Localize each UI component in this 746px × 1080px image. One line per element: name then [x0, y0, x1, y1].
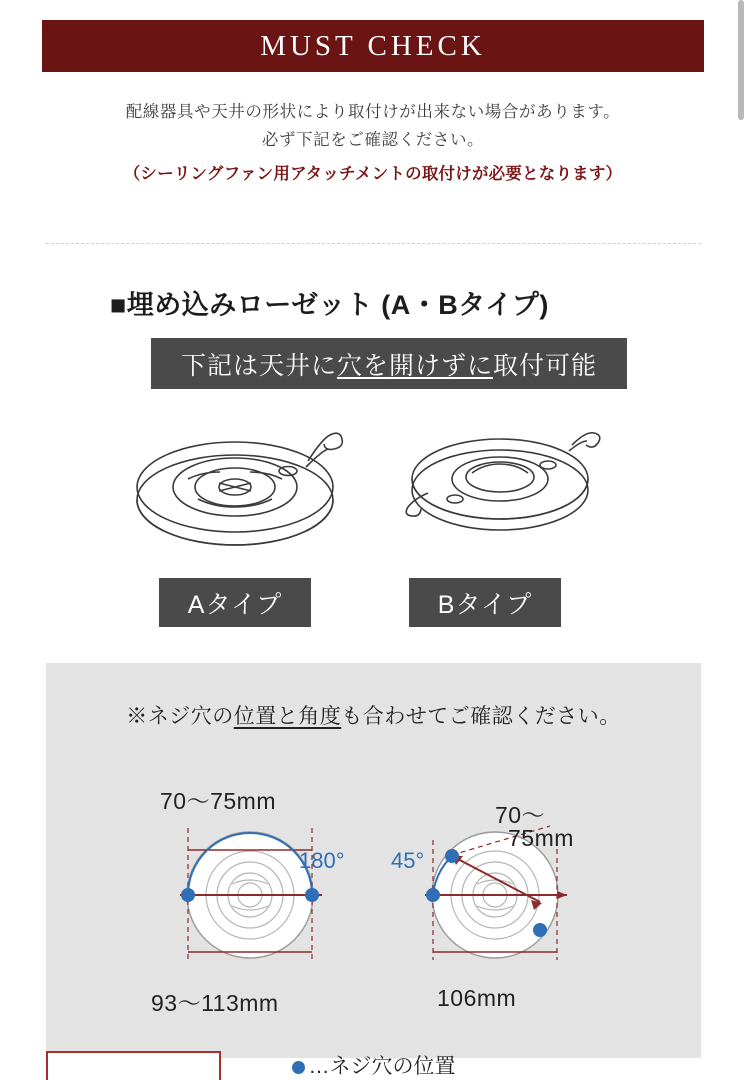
no-hole-label-post: 取付可能 [493, 351, 598, 380]
intro-line-3: （シーリングファン用アタッチメントの取付けが必要となります） [123, 165, 623, 183]
diagram-a-top-dimension: 70〜75mm [160, 788, 276, 814]
rosette-illustrations [110, 415, 640, 575]
diagram-a-bottom-dimension: 93〜113mm [151, 990, 279, 1016]
type-b-label: Bタイプ [409, 578, 561, 627]
diagram-a-svg [140, 820, 360, 970]
must-check-banner [42, 20, 704, 72]
no-hole-label-underline: 穴を開けずに [336, 351, 493, 380]
intro-text [42, 98, 704, 188]
legend-label: …ネジ穴の位置 [308, 1055, 456, 1078]
intro-line-1: 配線器具や天井の形状により取付けが出来ない場合があります。 [125, 103, 621, 121]
type-a-label: Aタイプ [159, 578, 311, 627]
diagram-b-angle: 45° [391, 848, 425, 873]
rosette-diagrams-svg [110, 415, 640, 575]
screw-hole-dot-icon [292, 1061, 305, 1074]
diagram-a [140, 820, 360, 970]
panel-note [46, 700, 701, 730]
panel-note-post: も合わせてご確認ください。 [341, 705, 621, 728]
banner-title: MUST CHECK [260, 29, 486, 62]
no-hole-label [151, 338, 627, 389]
panel-note-pre: ※ネジ穴の [126, 705, 234, 728]
scrollbar[interactable] [738, 0, 744, 120]
diagram-a-angle: 180° [299, 848, 345, 873]
panel-note-underline: 位置と角度 [233, 705, 342, 728]
section-divider [46, 243, 701, 244]
diagram-b-bottom-dimension: 106mm [437, 985, 517, 1011]
intro-line-2: 必ず下記をご確認ください。 [261, 131, 485, 149]
diagram-b-top-dimension-2: 75mm [508, 825, 574, 851]
page-title: ■埋め込みローゼット (A・Bタイプ) [110, 290, 549, 320]
diagram-b-top-dimension-1: 70〜 [495, 802, 546, 828]
bottom-red-tab [46, 1051, 221, 1080]
no-hole-label-pre: 下記は天井に [180, 351, 337, 380]
